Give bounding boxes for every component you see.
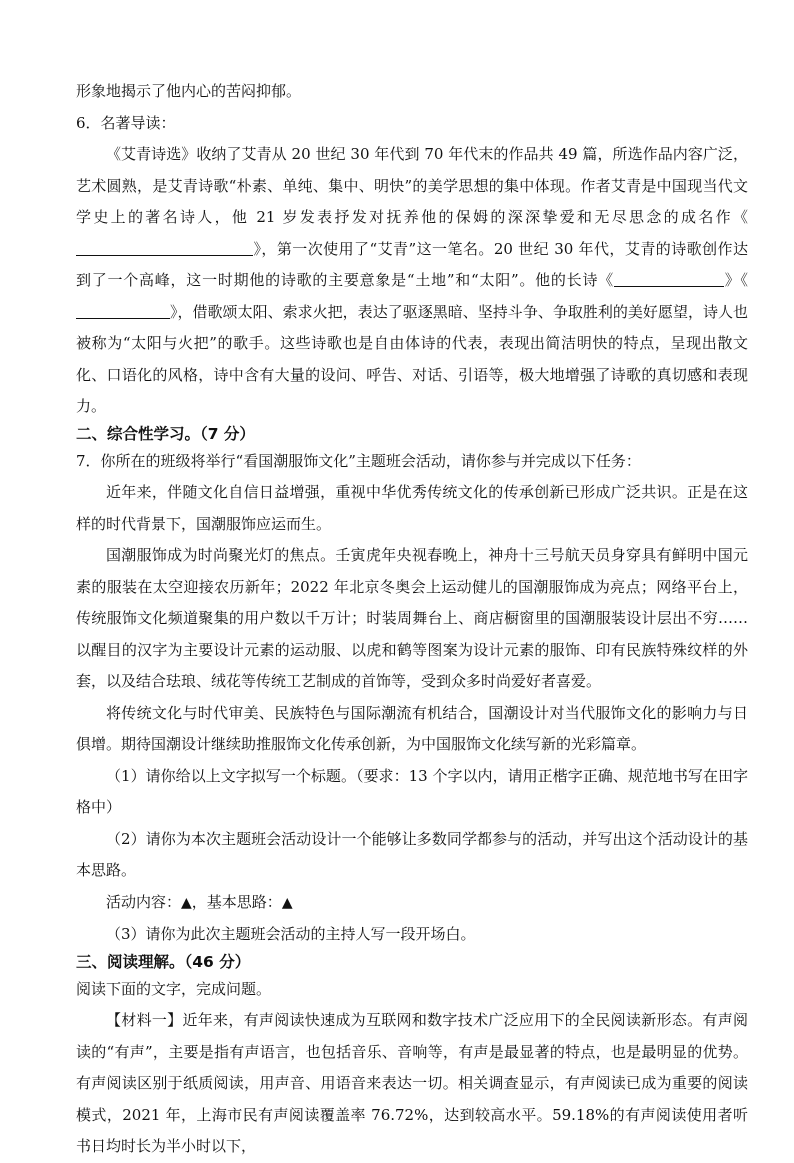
q7-paragraph-3: 将传统文化与时代审美、民族特色与国际潮流有机结合，国潮设计对当代服饰文化的影响力与日俱增。期待国潮设计继续助推服饰文化传承创新，为中国服饰文化续写新的光彩篇章。 [76, 703, 748, 753]
activity-label: 活动内容： [106, 892, 182, 911]
q6-text-1: 《艾青诗选》收纳了艾青从 20 世纪 30 年代到 70 年代末的作品共 49 篇，所选作品内容广泛，艺术圆熟，是艾青诗歌“朴素、单纯、集中、明快”的美学思想的集中体现。作者艾青是中国现当代文学史上的著名诗人，他 21 岁发表抒发对抚养他的保姆的深深挚爱和无尽思念的成名作《 [76, 145, 748, 226]
q7-subquestion-2: （2）请你为本次主题班会活动设计一个能够让多数同学都参与的活动，并写出这个活动设计的基本思路。 [76, 829, 748, 879]
question-5-tail: 形象地揭示了他内心的苦闷抑郁。 [76, 82, 302, 100]
q6-text-4: 》，借歌颂太阳、索求火把，表达了驱逐黑暗、坚持斗争、争取胜利的美好愿望，诗人也被称为“太阳与火把”的歌手。这些诗歌也是自由体诗的代表，表现出简洁明快的特点，呈现出散文化、口语化的风格，诗中含有大量的设问、呼告、对话、引语等，极大地增强了诗歌的真切感和表现力。 [76, 302, 748, 415]
q7-activity-line [76, 887, 748, 920]
section-3-heading: 三、阅读理解。（46 分） [76, 952, 251, 971]
answer-blank-1[interactable] [76, 238, 253, 256]
q7-subquestion-3: （3）请你为此次主题班会活动的主持人写一段开场白。 [106, 925, 476, 943]
answer-mark-triangle-icon[interactable]: ▲ [181, 894, 192, 911]
answer-blank-3[interactable] [76, 301, 170, 319]
question-6-passage [76, 139, 748, 423]
answer-blank-2[interactable] [614, 269, 724, 287]
q7-paragraph-2: 国潮服饰成为时尚聚光灯的焦点。壬寅虎年央视春晚上，神舟十三号航天员身穿具有鲜明中国元素的服装在太空迎接农历新年；2022 年北京冬奥会上运动健儿的国潮服饰成为亮点；网络平台上，传统服饰文化频道聚集的用户数以千万计；时装周舞台上、商店橱窗里的国潮服装设计层出不穷……以醒目的汉字为主要设计元素的运动服、以虎和鹤等图案为设计元素的服饰、印有民族特殊纹样的外套，以及结合珐琅、绒花等传统工艺制成的首饰等，受到众多时尚爱好者喜爱。 [76, 546, 748, 690]
q7-subquestion-1: （1）请你给以上文字拟写一个标题。（要求：13 个字以内，请用正楷字正确、规范地书写在田字格中） [76, 766, 748, 816]
answer-mark-triangle-icon[interactable]: ▲ [281, 894, 293, 911]
question-7-intro: 7．你所在的班级将举行“看国潮服饰文化”主题班会活动，请你参与并完成以下任务： [76, 451, 641, 470]
page-content [76, 76, 748, 1163]
q6-text-3: 》《 [723, 271, 748, 289]
material-1-paragraph: 【材料一】近年来，有声阅读快速成为互联网和数字技术广泛应用下的全民阅读新形态。有声阅读的“有声”，主要是指有声语言，也包括音乐、音响等，有声是最显著的特点，也是最明显的优势。有声阅读区别于纸质阅读，用声音、用语音来表达一切。相关调查显示，有声阅读已成为重要的阅读模式，2021 年，上海市民有声阅读覆盖率 76.72%，达到较高水平。59.18%的有声阅读使用者听书日均时长为半小时以下， [76, 1011, 748, 1155]
q7-paragraph-1: 近年来，伴随文化自信日益增强，重视中华优秀传统文化的传承创新已形成广泛共识。正是在这样的时代背景下，国潮服饰应运而生。 [76, 483, 748, 533]
q6-text-2: 》，第一次使用了“艾青”这一笔名。20 世纪 30 年代，艾青的诗歌创作达到了一个高峰，这一时期他的诗歌的主要意象是“土地”和“太阳”。他的长诗《 [76, 239, 748, 289]
section-3-instruction: 阅读下面的文字，完成问题。 [76, 979, 272, 998]
idea-label: ，基本思路： [191, 892, 282, 911]
section-2-heading: 二、综合性学习。（7 分） [76, 424, 255, 443]
question-6-title: 6．名著导读： [76, 113, 176, 132]
